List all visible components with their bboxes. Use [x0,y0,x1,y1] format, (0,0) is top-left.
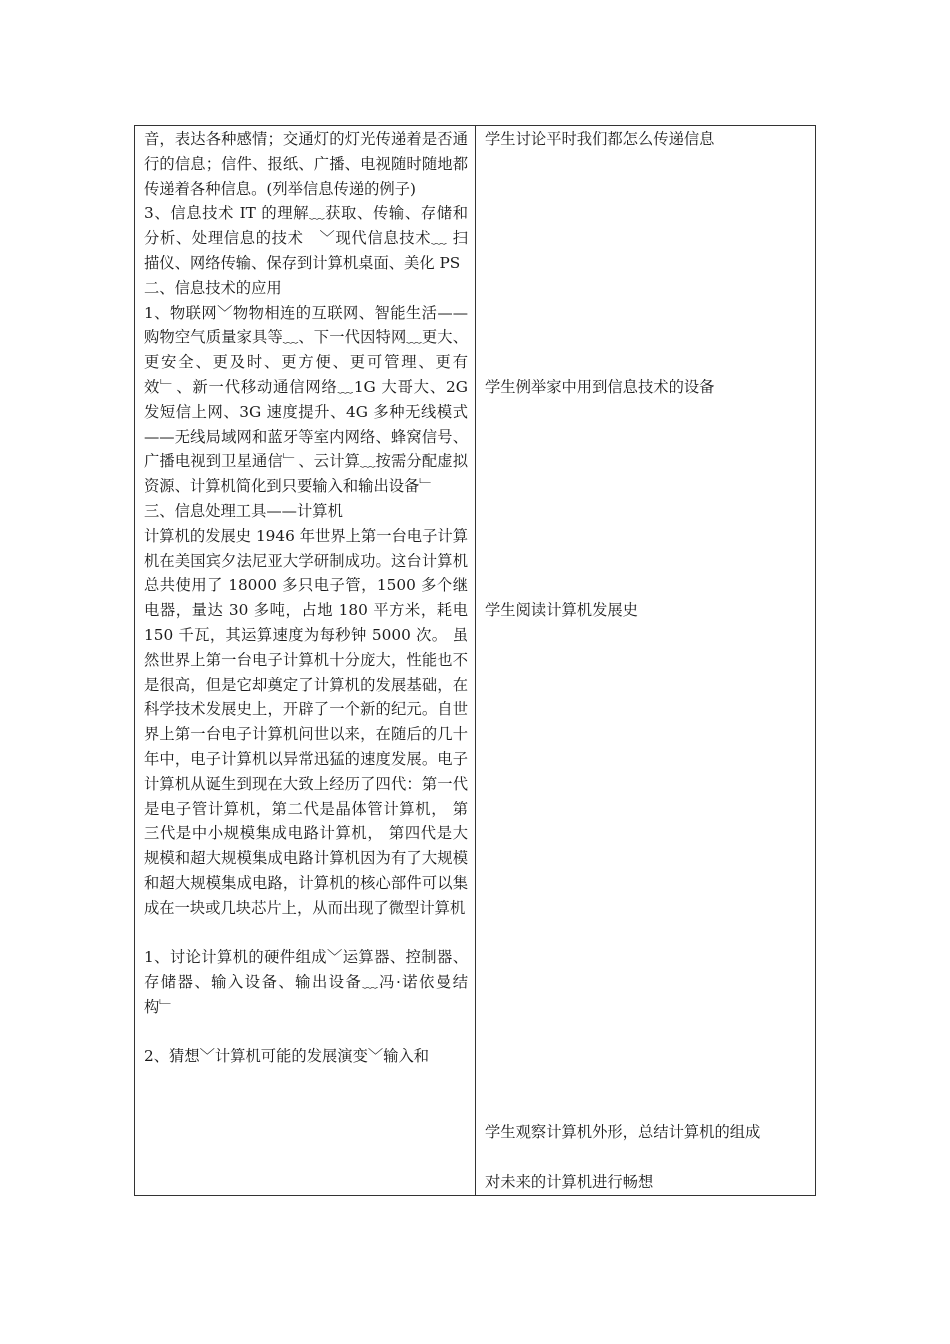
column-divider [475,126,476,1195]
blank-line [144,921,468,946]
paragraph-it-applications: 1、物联网﹀物物相连的互联网、智能生活——购物空气质量家具等﹏、下一代因特网﹏更大、更安全、更及时、更方便、更可管理、更有效﹂、新一代移动通信网络﹏1G 大哥大、2G 发短信上网、3G 速度提升、4G 多种无线模式——无线局域网和蓝牙等室内网络、蜂窝信号、广播电视到卫星通信﹂、云计算﹏按需分配虚拟资源、计算机简化到只要输入和输出设备﹂ [144,303,468,496]
paragraph-computer-history: 计算机的发展史 1946 年世界上第一台电子计算机在美国宾夕法尼亚大学研制成功。这台计算机总共使用了 18000 多只电子管，1500 多个继电器，量达 30 多吨，占地 180 平方米，耗电 150 千瓦，其运算速度为每秒钟 5000 次。 虽然世界上第一台电子计算机十分庞大，性能也不是很高，但是它却奠定了计算机的发展基础，在科学技术发展史上，开辟了一个新的纪元。自世界上第一台电子计算机问世以来，在随后的几十年中，电子计算机以异常迅猛的速度发展。电子计算机从诞生到现在大致上经历了四代：第一代是电子管计算机，第二代是晶体管计算机， 第三代是中小规模集成电路计算机， 第四代是大规模和超大规模集成电路计算机因为有了大规模和超大规模集成电路，计算机的核心部件可以集成在一块或几块芯片上，从而出现了微型计算机 [144,526,468,917]
paragraph-future-guess: 2、猜想﹀计算机可能的发展演变﹀输入和 [144,1047,430,1066]
paragraph-info-examples: 音，表达各种感情；交通灯的灯光传递着是否通行的信息；信件、报纸、广播、电视随时随地都传递着各种信息。(列举信息传递的例子) [144,130,468,198]
paragraph-hardware-discussion: 1、讨论计算机的硬件组成﹀运算器、控制器、存储器、输入设备、输出设备﹏冯·诺依曼结构﹂ [144,948,468,1016]
student-activity-note: 学生讨论平时我们都怎么传递信息 [485,130,715,148]
lesson-table [134,125,816,1196]
student-activity-note: 学生例举家中用到信息技术的设备 [485,378,715,396]
teaching-content-column [144,127,468,1069]
student-activity-note: 学生阅读计算机发展史 [485,601,638,619]
blank-line [144,1020,468,1045]
heading-computer-tool: 三、信息处理工具——计算机 [144,501,343,520]
heading-it-applications: 二、信息技术的应用 [144,278,282,297]
paragraph-it-definition: 3、信息技术 IT 的理解﹏获取、传输、存储和分析、处理信息的技术 ﹀现代信息技术﹏ 扫描仪、网络传输、保存到计算机桌面、美化 PS [144,204,468,272]
student-activity-note: 对未来的计算机进行畅想 [485,1173,654,1191]
student-activity-note: 学生观察计算机外形，总结计算机的组成 [485,1123,761,1141]
